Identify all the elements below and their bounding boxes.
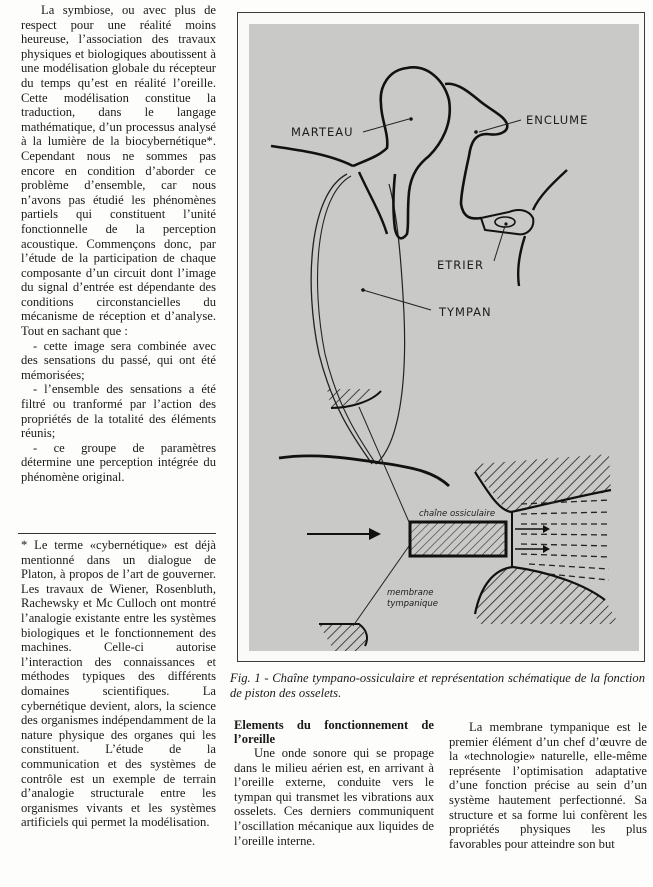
middle-paragraph: Une onde sonore qui se propage dans le milieu aérien est, en arrivant à l’oreille externe, conduite vers le tympan qui transmet les vibrations aux osselets. Ces derniers communiquent l’oscillation mécanique aux liquides de l’oreille interne.	[234, 746, 434, 848]
marteau-outline	[353, 67, 450, 238]
bullet-item: - ce groupe de paramètres détermine une perception intégrée du phénomène original.	[21, 440, 216, 484]
marteau-handle	[359, 172, 387, 234]
canal-floor	[279, 456, 449, 486]
input-arrow-head	[369, 528, 381, 540]
label-tympanique: tympanique	[387, 599, 439, 609]
label-marteau: MARTEAU	[291, 125, 354, 139]
bullet-item: - cette image sera combinée avec des sensations du passé, qui ont été mémorisées;	[21, 338, 216, 382]
footnote-divider	[18, 533, 216, 534]
tympan-outline-outer	[311, 174, 372, 464]
figure-caption: Fig. 1 - Chaîne tympano-ossiculaire et représentation schématique de la fonction de piston des osselets.	[230, 671, 645, 700]
enclume-pointer	[479, 120, 521, 132]
lower-anchor	[319, 624, 366, 651]
enclume-outline	[445, 84, 507, 219]
label-enclume: ENCLUME	[526, 113, 589, 127]
right-column	[449, 720, 647, 851]
tympan-outline-inner	[318, 176, 376, 464]
figure-frame	[237, 12, 645, 662]
ossicle-diagram	[249, 24, 639, 651]
right-paragraph: La membrane tympanique est le premier élément d’un chef d’œuvre de la «technologie» naturelle, elle-même représente l’optimisation adaptative d’une fonction précise au sein d’un système hautement perfectionné. Sa structure et sa forme lui confèrent les propriétés physiques les plus favorables pour atteindre son but	[449, 720, 647, 851]
label-tympan: TYMPAN	[439, 305, 492, 319]
label-membrane: membrane	[387, 588, 434, 598]
bullet-item: - l’ensemble des sensations a été filtré ou tranformé par l’action des propriétés de la totalité des éléments réunis;	[21, 382, 216, 441]
oval-window-wall	[533, 170, 567, 210]
figure-panel	[249, 24, 639, 651]
oval-window-wall-lower	[518, 236, 525, 286]
left-column	[21, 3, 216, 485]
middle-column	[234, 718, 434, 848]
section-heading: Elements du fonctionnement de l’oreille	[234, 718, 434, 746]
footnote	[21, 538, 216, 830]
label-etrier: ETRIER	[437, 258, 484, 272]
perilymph-fluid	[521, 500, 611, 580]
etrier-footplate	[495, 217, 515, 227]
tympan-pointer	[363, 290, 431, 310]
intro-paragraph: La symbiose, ou avec plus de respect pour une réalité moins heureuse, l’association des travaux physiques et biologiques aboutissent à une modélisation globale du récepteur du temps qu’est en réalité l’oreille. Cette modélisation constitue la traduction, dans le langage mathématique, d’un processus analysé à la lumière de la biocybernétique*. Cependant nous ne sommes pas encore en condition d’aborder ce problème d’ensemble, car nous n’avons pas étudié les phénomènes partiels qui constituent l’unité fonctionnelle de la perception acoustique. Commençons donc, par l’étude de la participation de chaque composante d’un circuit dont l’image du signal d’entrée est dépendante des conditions circonstancielles du mécanisme de réception et d’analyse. Tout en sachant que :	[21, 3, 216, 339]
canal-wall-top	[271, 146, 353, 166]
tympan-outline-right	[376, 184, 405, 464]
etrier-outline	[481, 210, 533, 234]
membrane-upper-line	[359, 407, 409, 522]
label-chaine-ossiculaire: chaîne ossiculaire	[419, 509, 496, 519]
membrane-lower-line	[353, 546, 409, 626]
ossicular-piston	[410, 522, 506, 556]
footnote-text: * Le terme «cybernétique» est déjà mentionné dans un dialogue de Platon, à propos de l’art de gouverner. Les travaux de Wiener, Rosenbluth, Rachewsky et Mc Culloch ont montré l’analogie existante entre les systèmes biologiques et le fonctionnement des machines. Celle-ci autorise l’interaction des connaissances et méthodes typiques des différents domaines scientifiques. La cybernétique devient, alors, la science des organismes indépendamment de la nature physique des organes qui les constituent. L’étude de la communication et des systèmes de contrôle est un exemple de terrain d’analogie structurale entre les organismes vivants et les systèmes artificiels qui permet la modélisation.	[21, 538, 216, 830]
